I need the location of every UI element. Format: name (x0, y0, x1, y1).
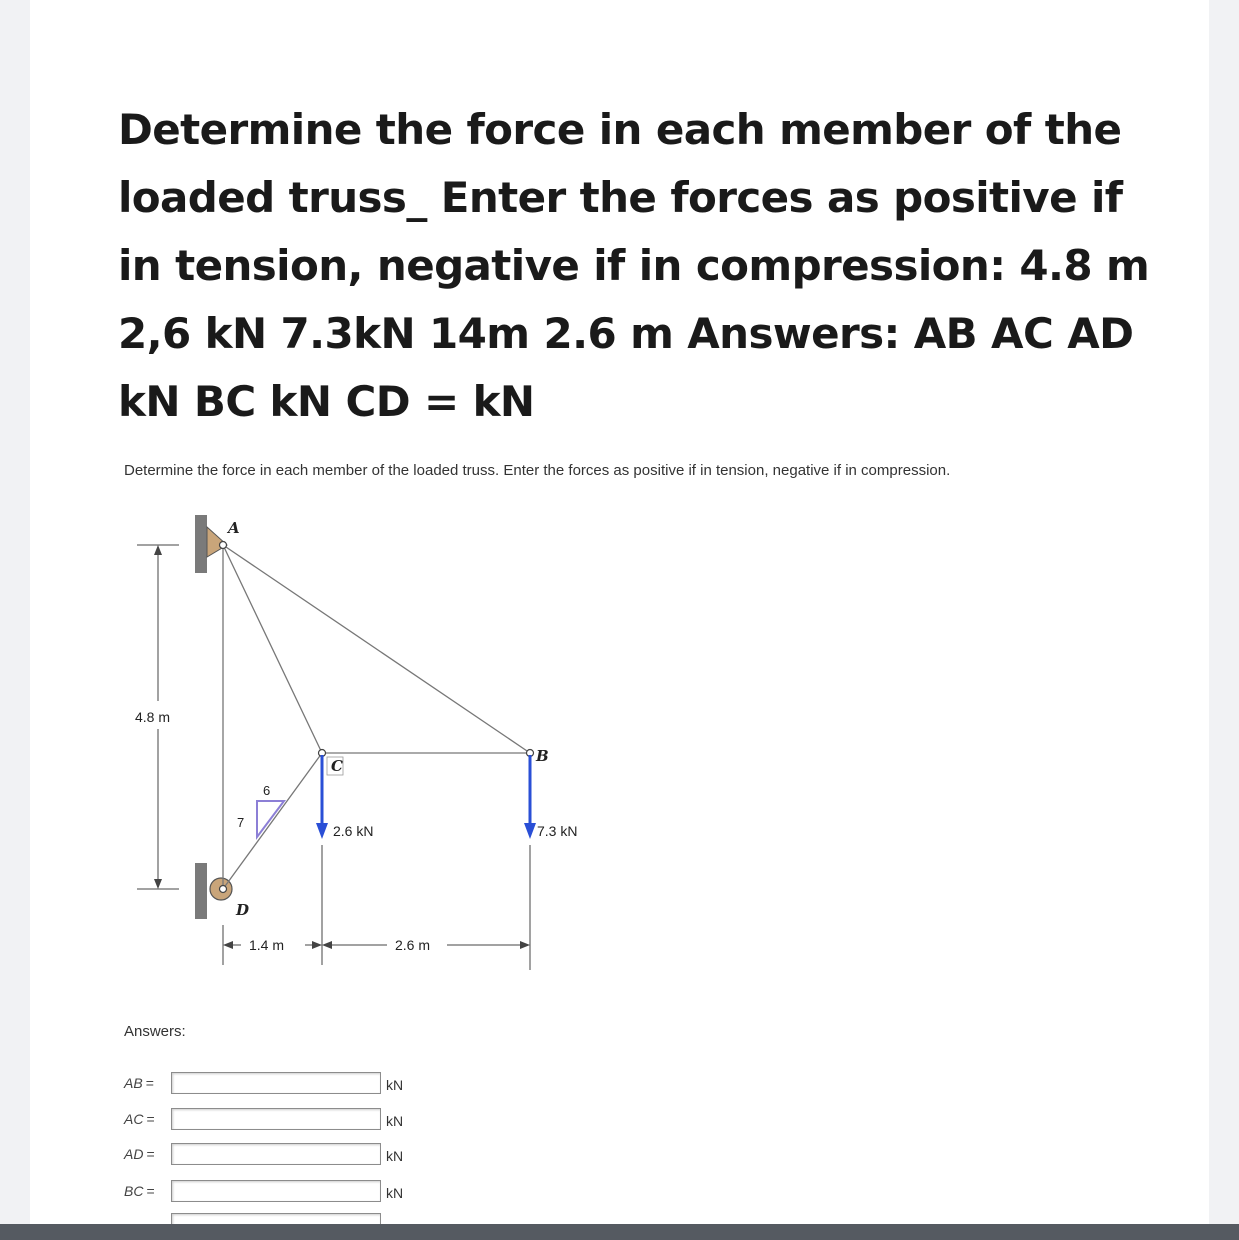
answer-label-AC: AC = (124, 1111, 155, 1127)
wall-D (195, 863, 207, 919)
answer-row-AD (118, 1143, 438, 1167)
dim-height-arrow-bottom (154, 879, 162, 889)
bottom-bar (0, 1224, 1239, 1240)
truss-diagram (115, 505, 605, 985)
answers-heading: Answers: (124, 1023, 186, 1040)
load-C-label: 2.6 kN (333, 823, 374, 839)
answer-unit-AB: kN (386, 1077, 404, 1093)
dim-1-arrow-left (223, 941, 233, 949)
slope-run: 6 (263, 783, 271, 798)
dim-height-arrow-top (154, 545, 162, 555)
answer-input-AC[interactable] (171, 1108, 381, 1130)
answer-row-BC (118, 1180, 438, 1204)
joint-D (220, 886, 227, 893)
question-title: Determine the force in each member of the loaded truss_ Enter the forces as positive if in tension, negative if in compression: 4.8 m 2,6 kN 7.3kN 14m 2.6 m Answers: AB AC AD kN BC kN CD = kN (118, 105, 1150, 426)
member-AB (223, 545, 530, 753)
slope-rise: 7 (237, 815, 245, 830)
label-B: B (536, 747, 549, 765)
answer-unit-AD: kN (386, 1148, 404, 1164)
problem-statement: Determine the force in each member of the loaded truss. Enter the forces as positive if in tension, negative if in compression. (124, 462, 951, 479)
load-B-arrowhead (524, 823, 536, 839)
joint-A (220, 542, 227, 549)
dim-2-arrow-left (322, 941, 332, 949)
label-D: D (236, 901, 250, 919)
dim-height-label: 4.8 m (135, 709, 171, 725)
answer-label-BC: BC = (124, 1183, 155, 1199)
answer-label-AB: AB = (124, 1075, 154, 1091)
dim-2-arrow-right (520, 941, 530, 949)
answer-unit-BC: kN (386, 1185, 404, 1201)
dim-2-label: 2.6 m (395, 937, 431, 953)
label-A: A (228, 519, 240, 537)
slope-triangle (257, 801, 284, 837)
answer-input-AB[interactable] (171, 1072, 381, 1094)
answer-unit-AC: kN (386, 1113, 404, 1129)
member-AC (223, 545, 322, 753)
label-C: C (331, 757, 343, 775)
dim-1-arrow-right (312, 941, 322, 949)
answer-row-AC (118, 1108, 438, 1132)
load-B-label: 7.3 kN (537, 823, 578, 839)
wall-A (195, 515, 207, 573)
answer-input-BC[interactable] (171, 1180, 381, 1202)
answer-input-AD[interactable] (171, 1143, 381, 1165)
answer-label-AD: AD = (124, 1146, 155, 1162)
answer-row-AB (118, 1072, 438, 1096)
load-C-arrowhead (316, 823, 328, 839)
dim-1-label: 1.4 m (249, 937, 285, 953)
